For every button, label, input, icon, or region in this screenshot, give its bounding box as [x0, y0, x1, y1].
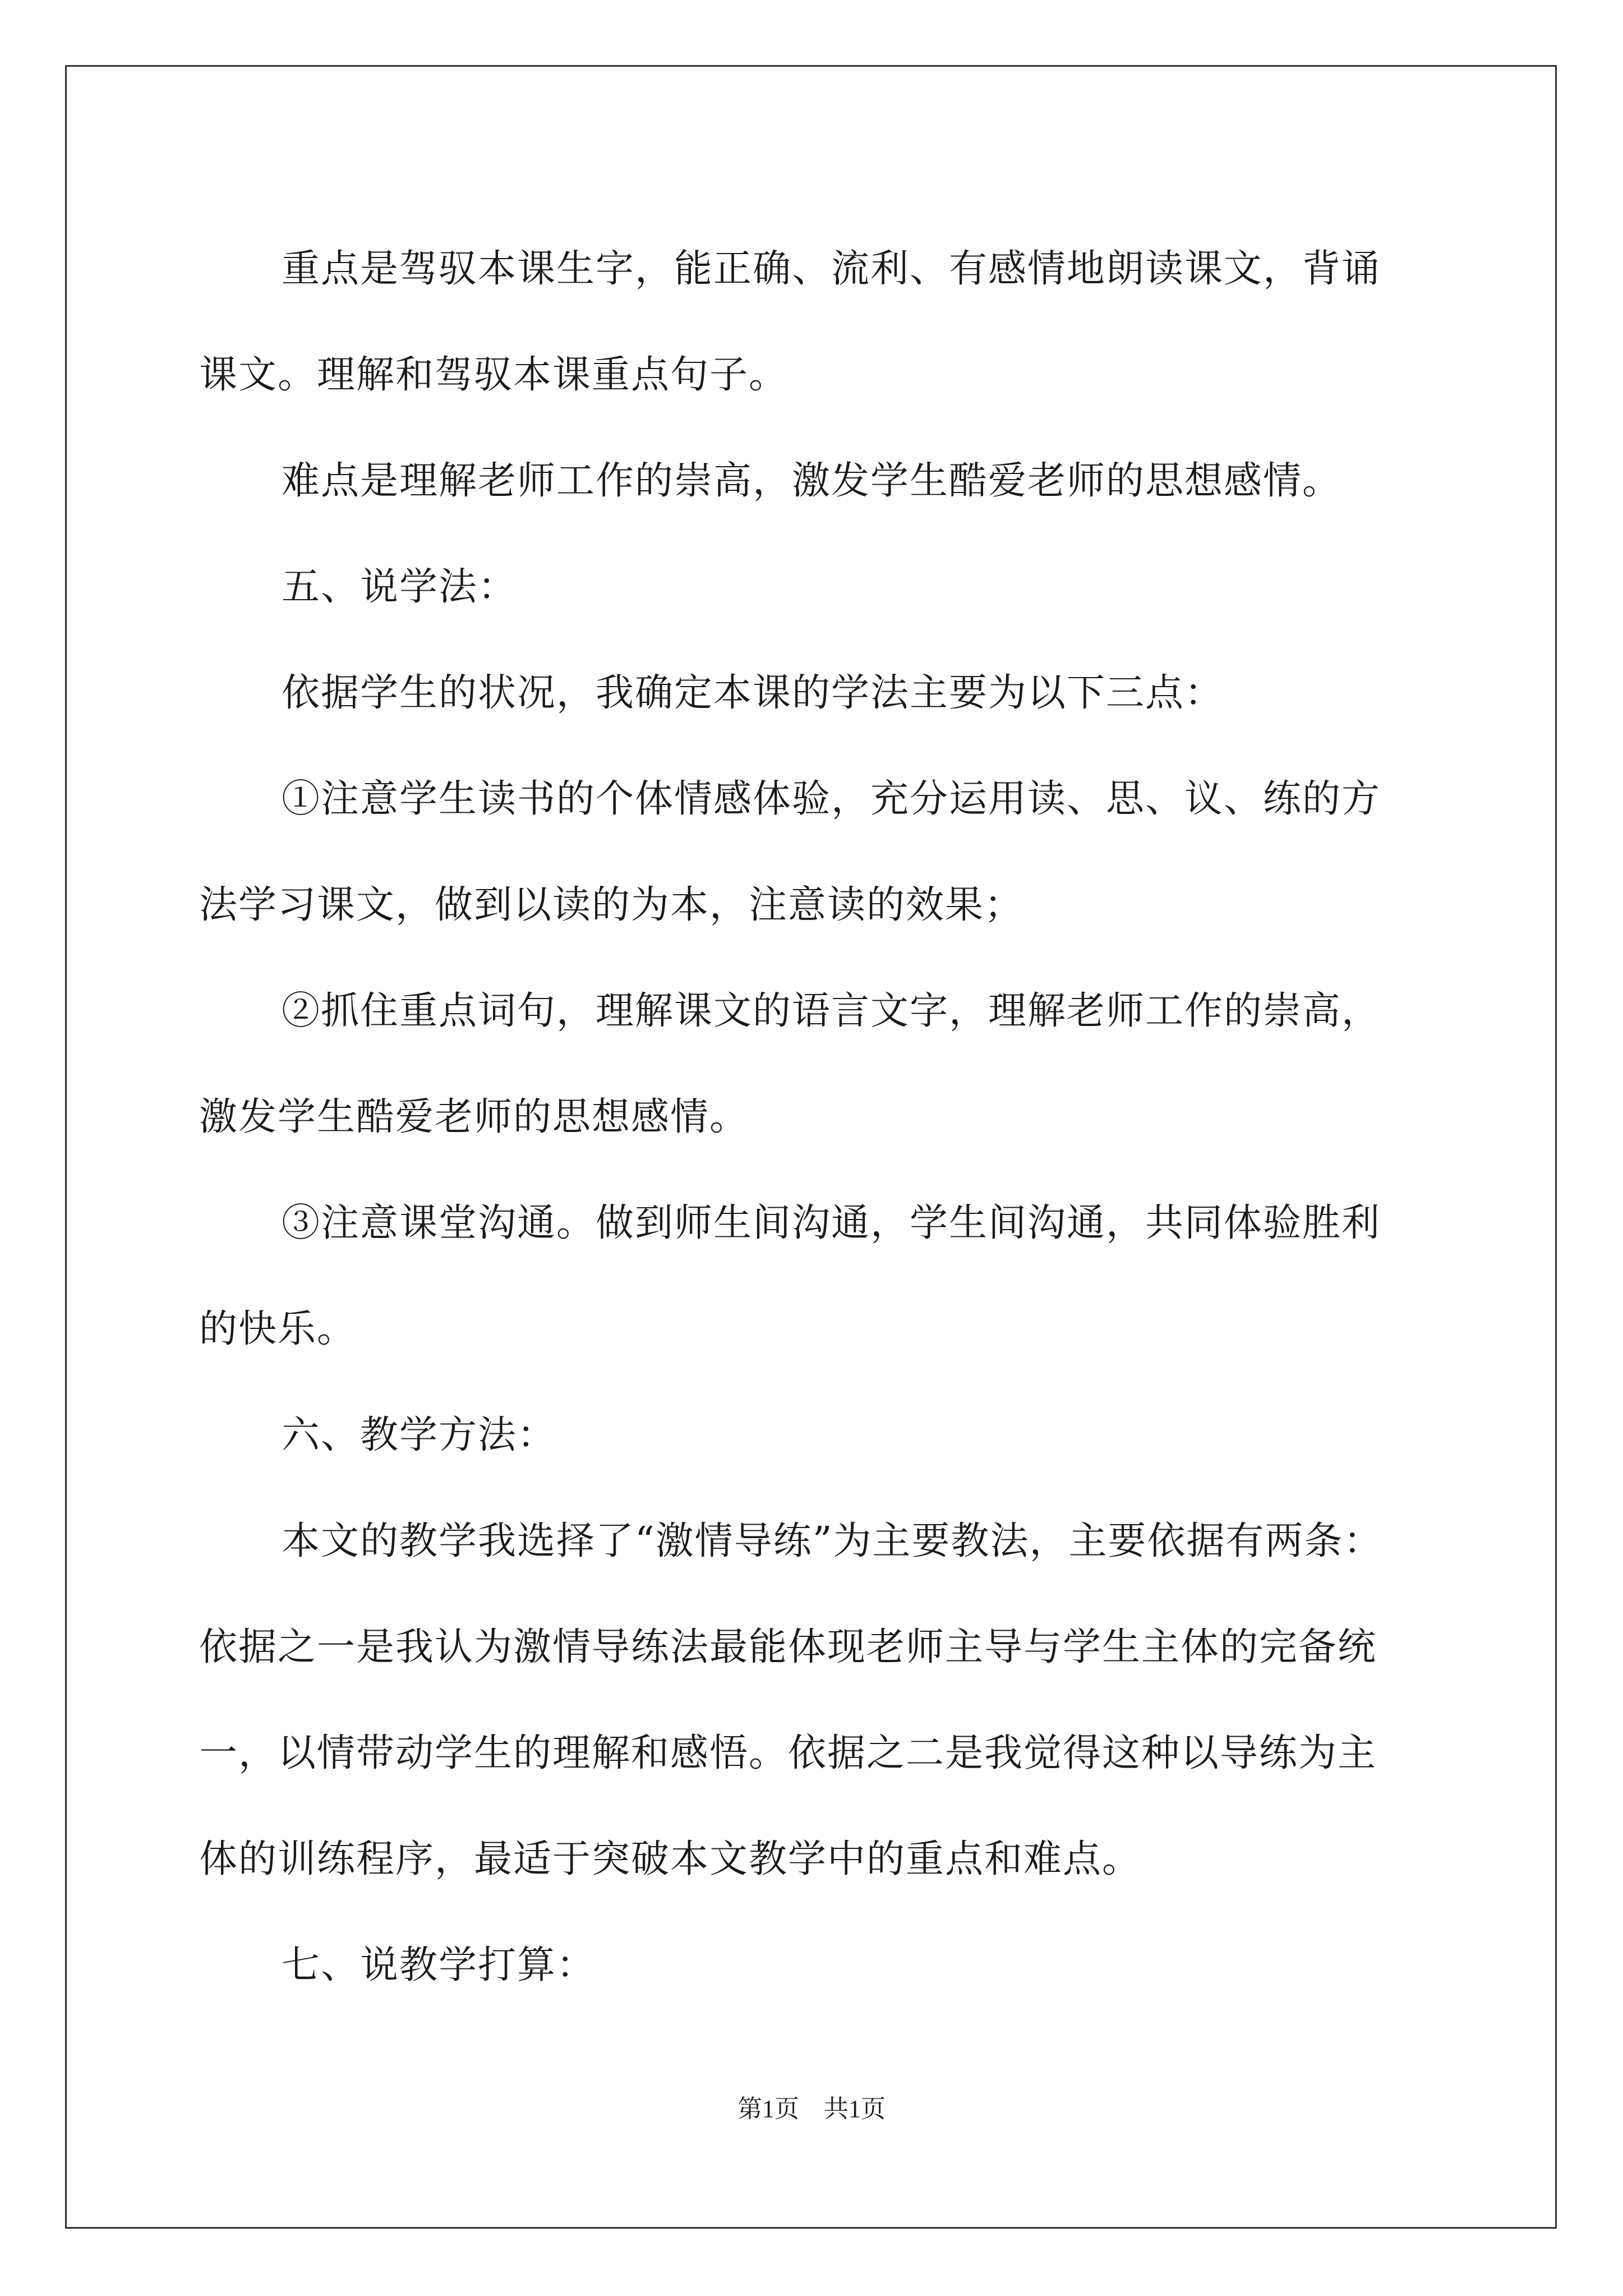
- text-line: 七、说教学打算：: [282, 1943, 596, 1987]
- text-line: 依据学生的状况，我确定本课的学法主要为以下三点：: [282, 671, 1224, 715]
- paragraph-study-method-intro: [199, 640, 1433, 746]
- paragraph-difficulties: [199, 428, 1433, 534]
- section-heading-teaching-method: [199, 1382, 1433, 1488]
- text-line: 难点是理解老师工作的崇高，激发学生酷爱老师的思想感情。: [282, 459, 1342, 503]
- page-number-footer: 第1页 共1页: [737, 2095, 886, 2123]
- text-line: 课文。理解和驾驭本课重点句子。: [199, 353, 789, 397]
- paragraph-teaching-method: [199, 1488, 1433, 1912]
- text-line: 依据之一是我认为激情导练法最能体现老师主导与学生主体的完备统: [199, 1625, 1377, 1669]
- paragraph-key-points: [199, 216, 1433, 428]
- text-line: 重点是驾驭本课生字，能正确、流利、有感情地朗读课文，背诵: [282, 247, 1381, 291]
- list-item-2: [199, 958, 1433, 1170]
- text-line: 的快乐。: [199, 1307, 357, 1351]
- text-line: ①注意学生读书的个体情感体验，充分运用读、思、议、练的方: [282, 777, 1381, 821]
- section-heading-study-method: [199, 534, 1433, 640]
- text-line: 一，以情带动学生的理解和感悟。依据之二是我觉得这种以导练为主: [199, 1731, 1377, 1775]
- text-line: 六、教学方法：: [282, 1413, 557, 1457]
- text-line: ③注意课堂沟通。做到师生间沟通，学生间沟通，共同体验胜利: [282, 1201, 1381, 1245]
- text-line: 体的训练程序，最适于突破本文教学中的重点和难点。: [199, 1837, 1142, 1881]
- text-line: 本文的教学我选择了“激情导练”为主要教法，主要依据有两条：: [282, 1519, 1383, 1563]
- text-line: 五、说学法：: [282, 565, 518, 609]
- list-item-1: [199, 746, 1433, 958]
- document-body: [199, 216, 1433, 2018]
- list-item-3: [199, 1170, 1433, 1382]
- section-heading-teaching-plan: [199, 1912, 1433, 2018]
- text-line: 法学习课文，做到以读的为本，注意读的效果；: [199, 883, 1024, 927]
- text-line: ②抓住重点词句，理解课文的语言文字，理解老师工作的崇高，: [282, 989, 1381, 1033]
- text-line: 激发学生酷爱老师的思想感情。: [199, 1095, 749, 1139]
